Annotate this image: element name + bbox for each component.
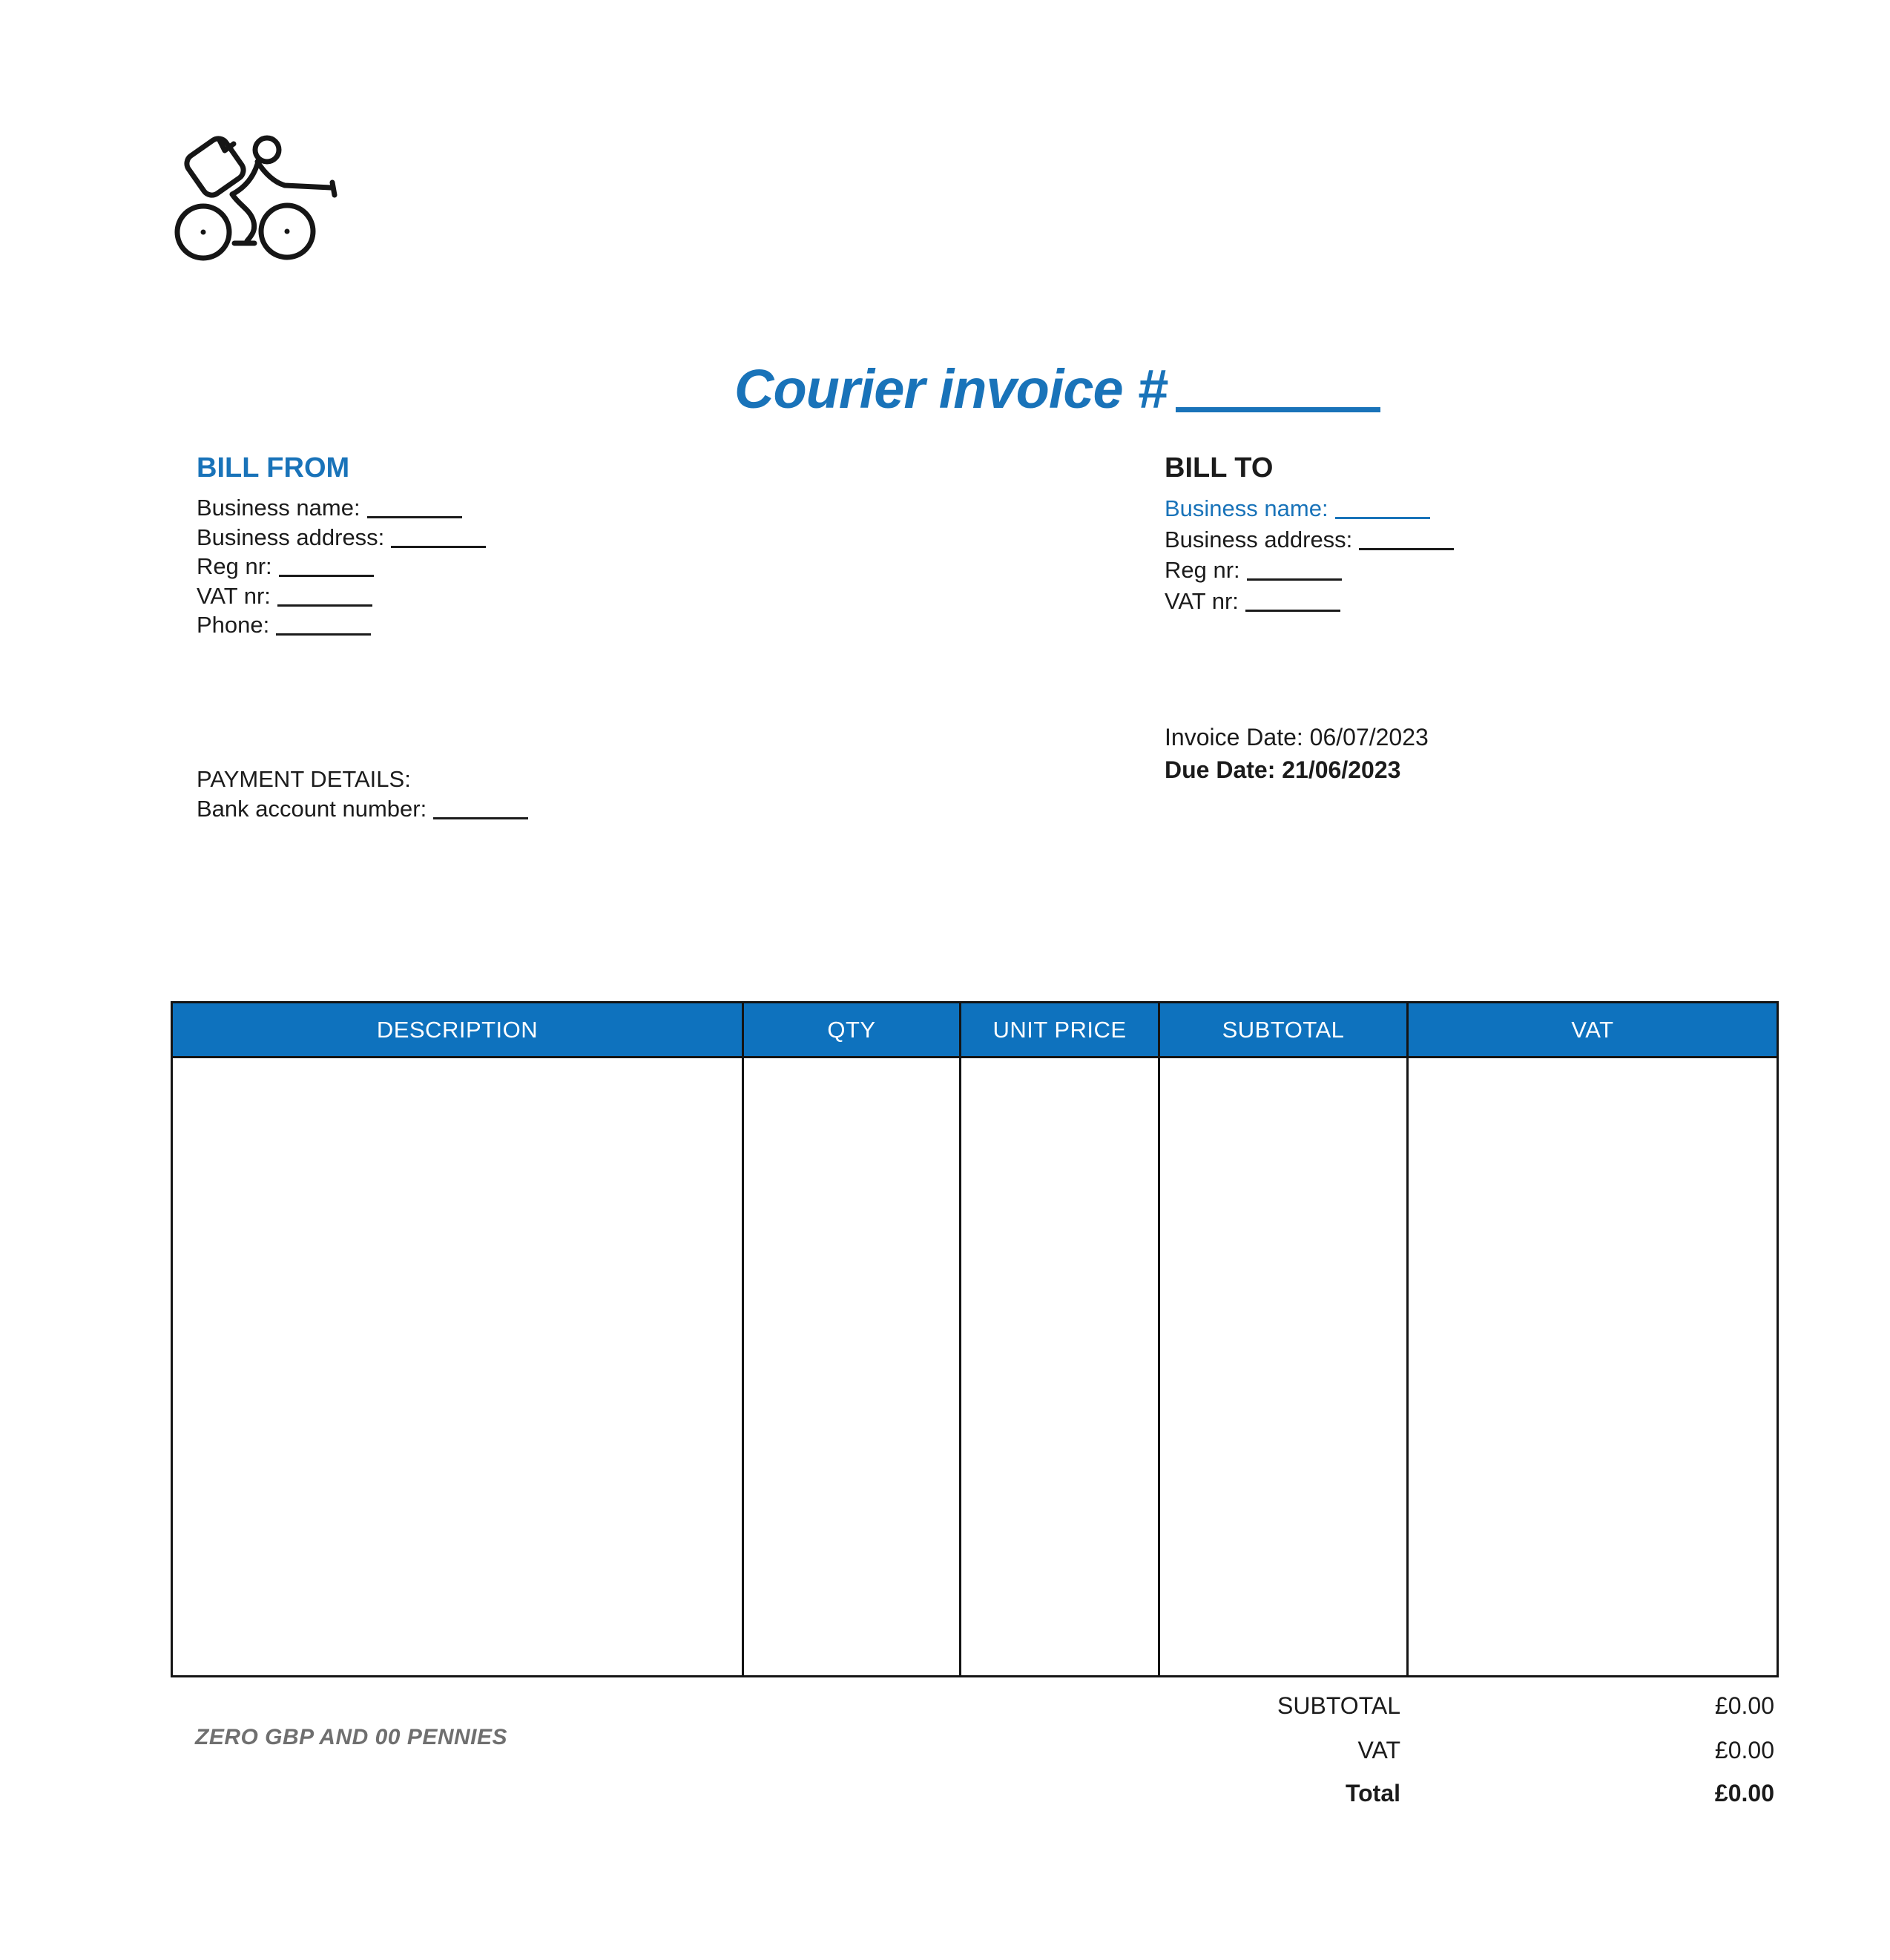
total-label: Total [1345,1780,1400,1806]
bill-to-heading: BILL TO [1165,452,1274,484]
bill-to-business-name [1165,493,1454,524]
bill-to-reg-nr [1165,555,1454,586]
blank-line [1247,578,1342,581]
bill-from-phone [197,610,486,640]
field-label: Business address: [1165,526,1353,552]
bill-from-business-address [197,523,486,552]
bill-to-business-address [1165,524,1454,555]
field-label: Business name: [197,495,360,521]
totals-total-row [0,1780,1890,1809]
blank-line [276,633,371,636]
bill-from-reg-nr [197,552,486,581]
field-label: Phone: [197,612,270,638]
totals-subtotal-row [0,1692,1890,1722]
cell-vat [1409,1058,1777,1675]
subtotal-label: SUBTOTAL [1277,1692,1400,1719]
field-label: VAT nr: [1165,587,1239,614]
rider-leg [232,194,254,241]
column-header-qty: QTY [744,1003,961,1056]
subtotal-value: £0.00 [1714,1692,1774,1719]
blank-line [1335,517,1430,519]
bill-to-fields [1165,493,1454,616]
invoice-number-blank-line [1176,407,1380,412]
bill-from-section [197,451,486,640]
table-body-row [173,1058,1777,1675]
handlebar-grip [332,182,335,195]
field-label: Bank account number: [197,795,427,822]
payment-details-heading: PAYMENT DETAILS: [197,766,411,792]
courier-cyclist-logo-icon [148,111,341,282]
cell-subtotal [1160,1058,1409,1675]
vat-label: VAT [1357,1737,1400,1763]
line-items-table [171,1001,1779,1677]
bill-from-business-name [197,493,486,523]
amount-in-words: ZERO GBP AND 00 PENNIES [195,1725,508,1749]
due-date-value: 21/06/2023 [1282,756,1401,783]
due-date-label: Due Date: [1165,756,1276,783]
blank-line [277,604,372,607]
bill-from-vat-nr [197,581,486,611]
bill-from-fields [197,493,486,640]
page-title [734,357,1380,420]
table-header-row [173,1003,1777,1058]
blank-line [1245,610,1340,612]
rider-arm [257,162,331,188]
vat-value: £0.00 [1714,1737,1774,1763]
payment-details-section [197,765,528,823]
blank-line [433,817,528,819]
page-title-text: Courier invoice # [734,358,1168,420]
invoice-date-value: 06/07/2023 [1309,724,1429,750]
rear-hub [201,230,206,235]
bill-to-section [1165,451,1454,616]
blank-line [279,575,374,577]
column-header-unit-price: UNIT PRICE [961,1003,1160,1056]
field-label: VAT nr: [197,582,271,609]
blank-line [367,516,462,518]
front-hub [285,229,290,234]
field-label: Reg nr: [1165,557,1240,583]
cell-description [173,1058,744,1675]
blank-line [1359,548,1454,550]
field-label: Business name: [1165,495,1328,521]
column-header-description: DESCRIPTION [173,1003,744,1056]
total-value: £0.00 [1714,1780,1774,1806]
dates-section [1165,721,1429,786]
bank-account-number [197,794,528,824]
field-label: Business address: [197,524,385,550]
cell-unit-price [961,1058,1160,1675]
bill-from-heading: BILL FROM [197,452,350,484]
column-header-vat: VAT [1571,1016,1614,1043]
rider-torso [232,159,259,194]
blank-line [391,546,486,548]
column-header-subtotal: SUBTOTAL [1160,1003,1409,1056]
field-label: Reg nr: [197,553,272,579]
cell-qty [744,1058,961,1675]
bill-to-vat-nr [1165,586,1454,617]
invoice-date-line [1165,721,1429,753]
invoice-date-label: Invoice Date: [1165,724,1303,750]
due-date-line [1165,753,1429,786]
